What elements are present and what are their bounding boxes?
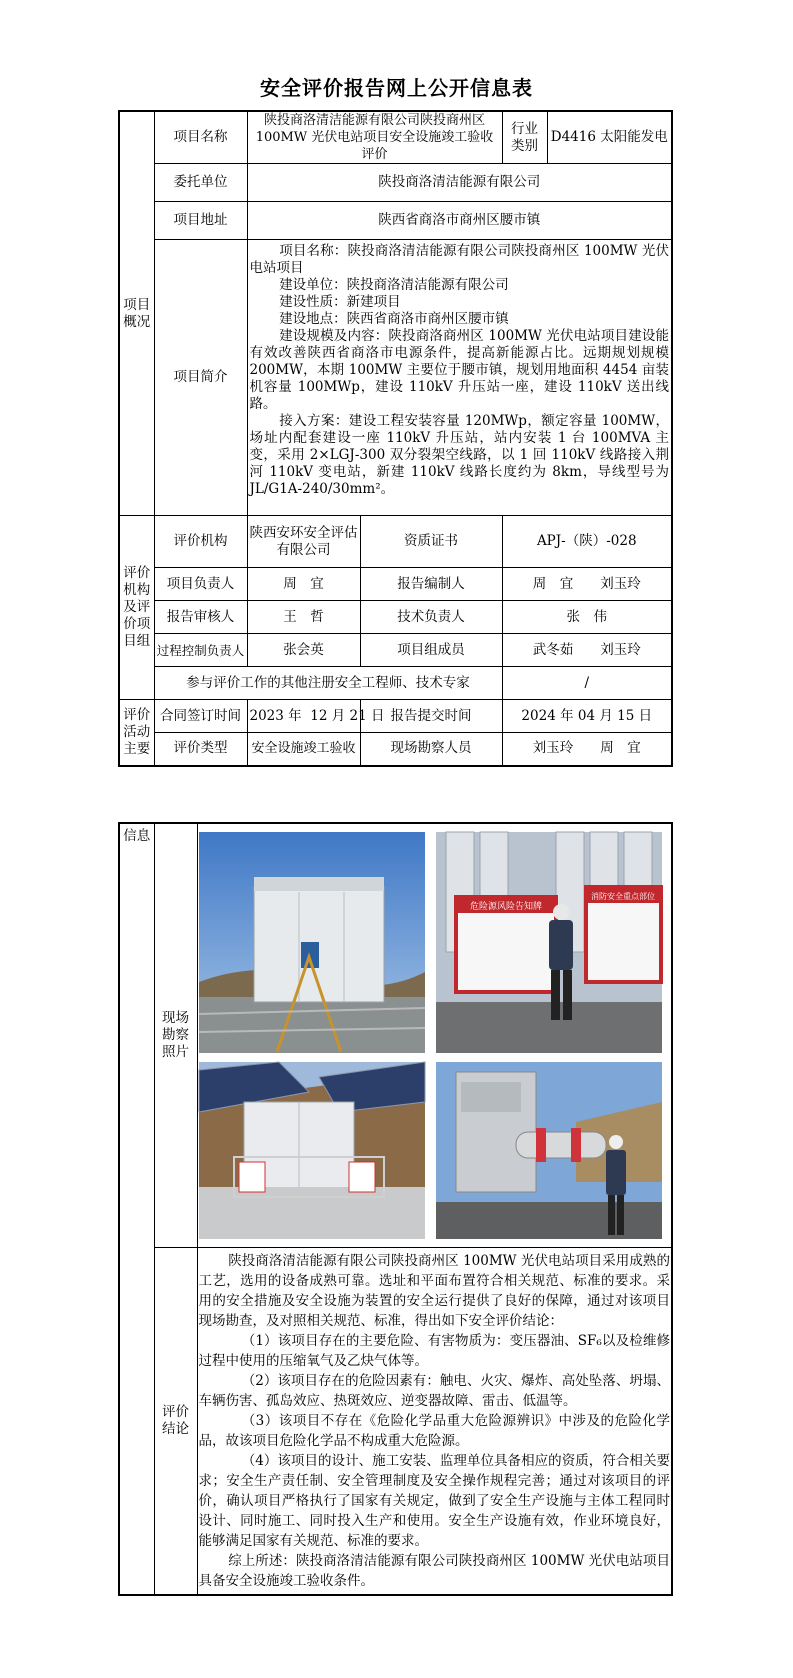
intro-paragraph: 建设地点：陕西省商洛市商州区腰市镇 — [279, 311, 509, 327]
agency-label: 评价机构 — [154, 516, 247, 568]
survey-label: 现场勘察人员 — [360, 733, 502, 766]
members-value: 武冬茹 刘玉玲 — [502, 634, 672, 667]
agency-value: 陕西安环安全评估有限公司 — [247, 516, 360, 568]
cert-value: APJ-（陕）-028 — [502, 516, 672, 568]
project-name-label: 项目名称 — [154, 111, 247, 164]
intro-paragraph: 建设单位：陕投商洛清洁能源有限公司 — [279, 277, 509, 293]
overview-group-label: 项目 概况 — [119, 111, 154, 516]
editor-value: 周 宜 刘玉玲 — [502, 568, 672, 601]
info-group-label: 信息 — [119, 823, 154, 1595]
address-value: 陕西省商洛市商州区腰市镇 — [247, 202, 672, 240]
conclusion-paragraph: 综上所述：陕投商洛清洁能源有限公司陕投商州区 100MW 光伏电站项目具备安全设施竣工验收条件。 — [198, 1553, 670, 1589]
conclusion-paragraph: （4）该项目的设计、施工安装、监理单位具备相应的资质，符合相关要求；安全生产责任制、安全管理制度及安全操作规程完善；通过对该项目的评价，确认项目严格执行了国家有关规定，做到了安全生产设施与主体工程同时设计、同时施工、同时投入生产和使用。安全生产设施有效，作业环境良好，能够满足国家有关规范、标准的要求。 — [198, 1453, 670, 1549]
project-name-value: 陕投商洛清洁能源有限公司陕投商州区 100MW 光伏电站项目安全设施竣工验收评价 — [247, 111, 502, 164]
type-value: 安全设施竣工验收 — [247, 733, 360, 766]
industry-label: 行业 类别 — [502, 111, 547, 164]
leader-value: 周 宜 — [247, 568, 360, 601]
contract-value: 2023 年 12 月 21 日 — [247, 700, 360, 733]
photo-gis-equipment — [436, 1062, 662, 1239]
industry-value: D4416 太阳能发电 — [547, 111, 672, 164]
conclusion-paragraph: （1）该项目存在的主要危险、有害物质为：变压器油、SF₆以及检维修过程中使用的压缩氧气及乙炔气体等。 — [198, 1333, 670, 1369]
sign-text-2: 消防安全重点部位 — [590, 892, 655, 901]
others-label: 参与评价工作的其他注册安全工程师、技术专家 — [154, 667, 502, 700]
intro-label: 项目简介 — [154, 240, 247, 516]
submit-label: 报告提交时间 — [360, 700, 502, 733]
process-label: 过程控制负责人 — [154, 634, 247, 667]
process-value: 张会英 — [247, 634, 360, 667]
conclusion-body — [197, 1248, 672, 1596]
tech-value: 张 伟 — [502, 601, 672, 634]
conclusion-paragraph: （2）该项目存在的危险因素有：触电、火灾、爆炸、高处坠落、坍塌、车辆伤害、孤岛效应、热斑效应、逆变器故障、雷击、低温等。 — [198, 1373, 670, 1409]
client-label: 委托单位 — [154, 164, 247, 202]
conclusion-label: 评价 结论 — [154, 1248, 197, 1596]
intro-paragraph: 接入方案：建设工程安装容量 120MWp，额定容量 100MW，场址内配套建设一座 110kV 升压站，站内安装 1 台 100MVA 主变，采用 2×LGJ-300 双分裂架空线路，以 1 回 110kV 线路接入荆河 110kV 变电站，新建 110kV 线路长度约为 8km，导线型号为 JL/G1A-240/30mm²。 — [249, 413, 670, 497]
intro-paragraph: 项目名称：陕投商洛清洁能源有限公司陕投商州区 100MW 光伏电站项目 — [249, 243, 670, 276]
intro-body — [247, 240, 672, 516]
type-label: 评价类型 — [154, 733, 247, 766]
survey-value: 刘玉玲 周 宜 — [502, 733, 672, 766]
photo-box-transformer — [199, 832, 425, 1053]
sign-text-1: 危险源风险告知牌 — [469, 902, 542, 912]
submit-value: 2024 年 04 月 15 日 — [502, 700, 672, 733]
photo-substation-box — [199, 1062, 425, 1239]
photos-label: 现场 勘察 照片 — [154, 823, 197, 1248]
address-label: 项目地址 — [154, 202, 247, 240]
reviewer-label: 报告审核人 — [154, 601, 247, 634]
reviewer-value: 王 哲 — [247, 601, 360, 634]
client-value: 陕投商洛清洁能源有限公司 — [247, 164, 672, 202]
intro-paragraph: 建设性质：新建项目 — [279, 294, 401, 310]
conclusion-paragraph: （3）该项目不存在《危险化学品重大危险源辨识》中涉及的危险化学品，故该项目危险化学品不构成重大危险源。 — [198, 1413, 670, 1449]
conclusion-paragraph: 陕投商洛清洁能源有限公司陕投商州区 100MW 光伏电站项目采用成熟的工艺，选用的设备成熟可靠。选址和平面布置符合相关规范、标准的要求。采用的安全措施及安全设施为装置的安全运行提供了良好的保障，通过对该项目现场勘查，及对照相关规范、标准，得出如下安全评价结论： — [198, 1253, 670, 1329]
contract-label: 合同签订时间 — [154, 700, 247, 733]
cert-label: 资质证书 — [360, 516, 502, 568]
intro-paragraph: 建设规模及内容：陕投商洛商州区 100MW 光伏电站项目建设能有效改善陕西省商洛市电源条件，提高新能源占比。远期规划规模 200MW，本期 100MW 主要位于腰市镇，规划用地面积 4454 亩装机容量 100MWp，建设 110kV 升压站一座，建设 110kV 送出线路。 — [249, 328, 670, 412]
others-value: / — [502, 667, 672, 700]
members-label: 项目组成员 — [360, 634, 502, 667]
editor-label: 报告编制人 — [360, 568, 502, 601]
page-title: 安全评价报告网上公开信息表 — [260, 76, 533, 100]
photos-cell — [197, 823, 672, 1248]
activity-group-label: 评价 活动 主要 — [119, 700, 154, 766]
info-table-1 — [118, 110, 673, 767]
leader-label: 项目负责人 — [154, 568, 247, 601]
photo-inspector-signboard — [436, 832, 662, 1053]
tech-label: 技术负责人 — [360, 601, 502, 634]
org-group-label: 评价 机构 及评 价项 目组 — [119, 516, 154, 700]
info-table-2 — [118, 822, 673, 1596]
